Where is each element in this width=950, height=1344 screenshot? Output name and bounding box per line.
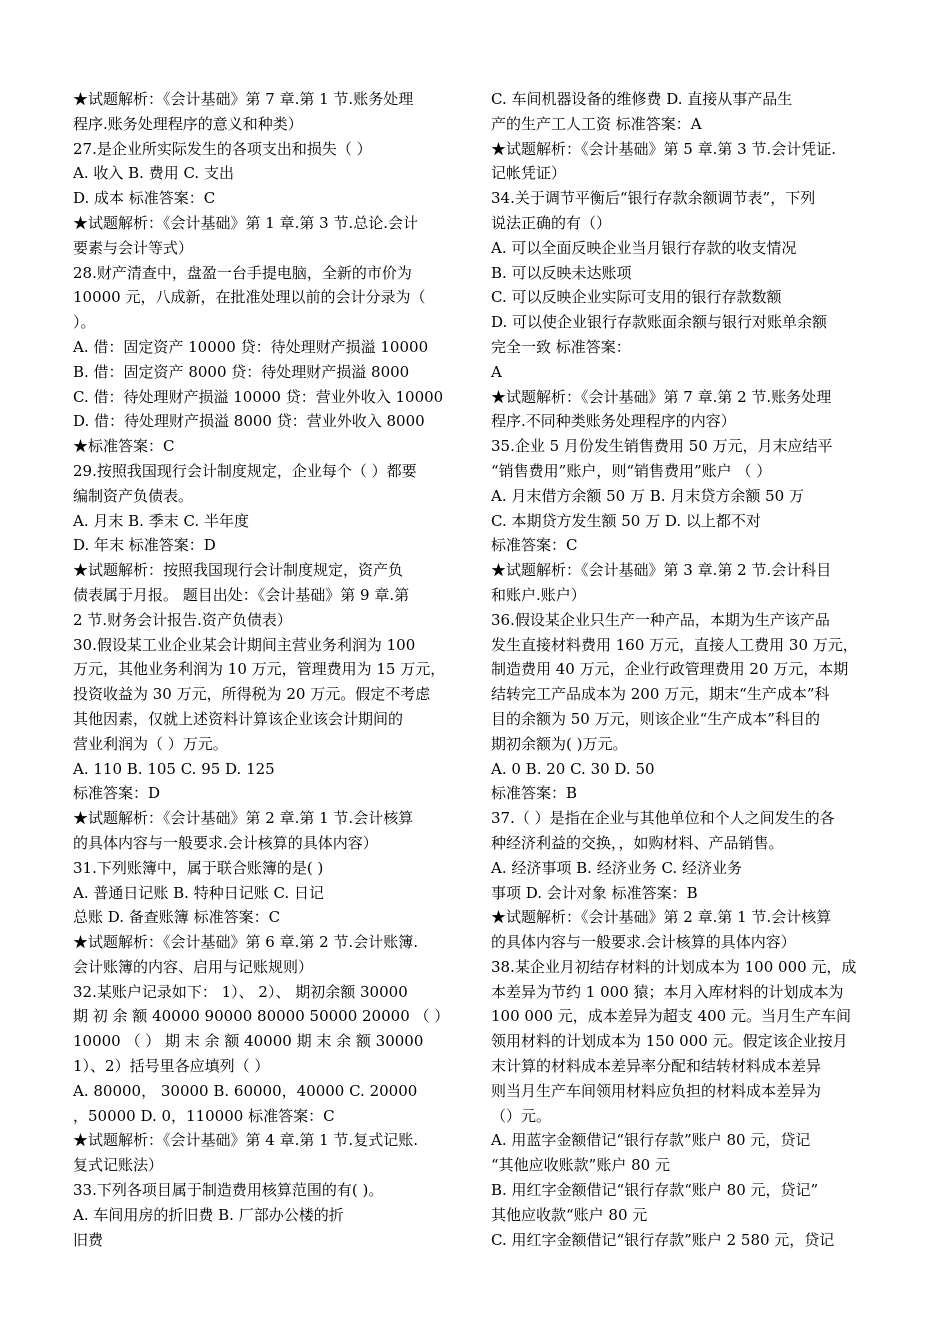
text-line: 要素与会计等式） [73, 238, 194, 257]
text-line: 28.财产清查中，盘盈一台手提电脑，全新的市价为 [73, 263, 412, 282]
text-line: 10000 （ ） 期 末 余 额 40000 期 末 余 额 30000 [73, 1032, 424, 1051]
text-line: 37.（ ）是指在企业与其他单位和个人之间发生的各 [491, 809, 835, 828]
text-line: A. 普通日记账 B. 特种日记账 C. 日记 [73, 883, 324, 902]
text-line: ★试题解析：《会计基础》第 1 章.第 3 节.总论.会计 [73, 213, 418, 232]
text-line: 的具体内容与一般要求.会计核算的具体内容） [491, 933, 796, 952]
text-line: 期初余额为( )万元。 [491, 734, 628, 753]
text-line: D. 成本 标准答案：C [73, 189, 216, 208]
text-line: A. 可以全面反映企业当月银行存款的收支情况 [491, 238, 797, 257]
text-line: C. 借：待处理财产损溢 10000 贷：营业外收入 10000 [73, 387, 444, 406]
text-line: A. 收入 B. 费用 C. 支出 [73, 164, 234, 183]
text-line: A. 借：固定资产 10000 贷：待处理财产损溢 10000 [73, 337, 429, 356]
text-line: A [491, 362, 502, 381]
text-line: ★试题解析：《会计基础》第 7 章.第 1 节.账务处理 [73, 90, 414, 108]
text-line: 总账 D. 备查账簿 标准答案：C [73, 908, 281, 927]
text-line: 则当月生产车间领用材料应负担的材料成本差异为 [491, 1081, 822, 1100]
text-line: B. 借：固定资产 8000 贷：待处理财产损溢 8000 [73, 362, 410, 381]
text-line: 标准答案：B [491, 784, 578, 803]
text-line: D. 借：待处理财产损溢 8000 贷：营业外收入 8000 [73, 412, 425, 431]
text-line: 会计账簿的内容、启用与记账规则） [73, 957, 314, 976]
text-line: 投资收益为 30 万元，所得税为 20 万元。假定不考虑 [73, 685, 431, 704]
text-line: 种经济利益的交换，，如购材料、产品销售。 [491, 833, 784, 852]
text-line: ★试题解析：《会计基础》第 4 章.第 1 节.复式记账. [73, 1131, 418, 1150]
text-line: 本差异为节约 1 000 猿；本月入库材料的计划成本为 [491, 982, 844, 1001]
text-line: B. 用红字金额借记“银行存款“账户 80 元，贷记” [491, 1181, 819, 1200]
text-line: ★试题解析：按照我国现行会计制度规定，资产负 [73, 561, 404, 580]
text-line: 末计算的材料成本差异率分配和结转材料成本差异 [491, 1057, 822, 1076]
right-column [491, 87, 878, 1252]
text-line: ★试题解析：《会计基础》第 3 章.第 2 节.会计科目 [491, 561, 832, 580]
text-line: 产的生产工人工资 标准答案：A [491, 114, 702, 133]
text-line: 程序.账务处理程序的意义和种类） [73, 114, 303, 133]
text-line: 标准答案：D [73, 784, 161, 803]
text-line: 记帐凭证） [491, 164, 567, 183]
text-line: C. 本期贷方发生额 50 万 D. 以上都不对 [491, 511, 761, 530]
text-line: 29.按照我国现行会计制度规定，企业每个（ ）都要 [73, 461, 417, 480]
text-line: A. 月末 B. 季末 C. 半年度 [73, 511, 249, 530]
text-line: 事项 D. 会计对象 标准答案：B [491, 883, 698, 902]
left-column [73, 87, 460, 1252]
text-line: 34.关于调节平衡后“银行存款余额调节表”，下列 [491, 189, 816, 208]
text-line: 27.是企业所实际发生的各项支出和损失（ ） [73, 139, 372, 158]
text-line: 债表属于月报。 题目出处：《会计基础》第 9 章.第 [73, 585, 410, 604]
text-line: D. 可以使企业银行存款账面余额与银行对账单余额 [491, 313, 828, 332]
text-line: 制造费用 40 万元，企业行政管理费用 20 万元，本期 [491, 660, 849, 679]
text-line: 32.某账户记录如下： 1）、 2）、 期初余额 30000 [73, 982, 408, 1001]
text-line: 1）、2）括号里各应填列（ ） [73, 1057, 270, 1076]
text-line: 期 初 余 额 40000 90000 80000 50000 20000 （ ） [73, 1007, 450, 1026]
text-line: 100 000 元，成本差异为超支 400 元。当月生产车间 [491, 1007, 851, 1026]
text-line: ★试题解析：《会计基础》第 2 章.第 1 节.会计核算 [491, 908, 832, 927]
text-line: ★试题解析：《会计基础》第 6 章.第 2 节.会计账簿. [73, 933, 418, 952]
text-line: A. 110 B. 105 C. 95 D. 125 [73, 759, 275, 778]
text-line: “销售费用”账户，则“销售费用”账户 （ ） [491, 461, 772, 480]
text-line: 其他应收款“账户 80 元 [491, 1205, 648, 1224]
text-line: 万元，其他业务利润为 10 万元，管理费用为 15 万元， [73, 660, 446, 679]
text-line: 31.下列账簿中，属于联合账簿的是( ) [73, 858, 324, 877]
text-line: ）。 [73, 313, 96, 332]
text-line: 编制资产负债表。 [73, 486, 194, 505]
text-line: 10000 元，八成新，在批准处理以前的会计分录为（ [73, 288, 426, 307]
text-line: A. 月末借方余额 50 万 B. 月末贷方余额 50 万 [491, 486, 804, 505]
text-line: B. 可以反映未达账项 [491, 263, 632, 282]
text-line: D. 年末 标准答案：D [73, 536, 216, 555]
text-line: A. 用蓝字金额借记“银行存款”账户 80 元，贷记 [491, 1131, 811, 1150]
text-line: 旧费 [73, 1230, 104, 1249]
text-line: 36.假设某企业只生产一种产品，本期为生产该产品 [491, 610, 830, 629]
text-line: ★试题解析：《会计基础》第 5 章.第 3 节.会计凭证. [491, 139, 836, 158]
text-line: （）元。 [491, 1106, 552, 1125]
text-line: A. 80000， 30000 B. 60000，40000 C. 20000 [73, 1081, 418, 1100]
text-line: 说法正确的有（） [491, 213, 612, 232]
text-line: 目的余额为 50 万元，则该企业“生产成本”科目的 [491, 709, 820, 728]
text-line: 的具体内容与一般要求.会计核算的具体内容） [73, 833, 378, 852]
text-line: 2 节.财务会计报告.资产负债表） [73, 610, 292, 629]
text-line: ★试题解析：《会计基础》第 2 章.第 1 节.会计核算 [73, 809, 414, 828]
text-line: “其他应收账款”账户 80 元 [491, 1156, 670, 1175]
text-line: 和账户.账户） [491, 585, 586, 604]
text-line: 30.假设某工业企业某会计期间主营业务利润为 100 [73, 635, 416, 654]
text-line: 程序.不同种类账务处理程序的内容） [491, 412, 736, 431]
text-line: C. 车间机器设备的维修费 D. 直接从事产品生 [491, 90, 793, 108]
text-line: 标准答案：C [491, 536, 578, 555]
text-line: 发生直接材料费用 160 万元，直接人工费用 30 万元， [491, 635, 858, 654]
text-line: 领用材料的计划成本为 150 000 元。假定该企业按月 [491, 1032, 848, 1051]
text-line: 33.下列各项目属于制造费用核算范围的有( )。 [73, 1181, 384, 1200]
text-line: ，50000 D. 0，110000 标准答案：C [73, 1106, 335, 1125]
text-line: 结转完工产品成本为 200 万元，期末“生产成本”科 [491, 685, 830, 704]
text-line: C. 用红字金额借记“银行存款”账户 2 580 元，贷记 [491, 1230, 835, 1249]
text-line: ★标准答案：C [73, 437, 175, 456]
text-line: A. 0 B. 20 C. 30 D. 50 [491, 759, 655, 778]
text-line: A. 经济事项 B. 经济业务 C. 经济业务 [491, 858, 742, 877]
text-line: 其他因素，仅就上述资料计算该企业该会计期间的 [73, 709, 404, 728]
text-line: 复式记账法） [73, 1156, 164, 1175]
text-line: 完全一致 标准答案： [491, 337, 631, 356]
text-line: 35.企业 5 月份发生销售费用 50 万元，月末应结平 [491, 437, 833, 456]
text-line: 38.某企业月初结存材料的计划成本为 100 000 元，成 [491, 957, 857, 976]
text-line: ★试题解析：《会计基础》第 7 章.第 2 节.账务处理 [491, 387, 832, 406]
text-line: A. 车间用房的折旧费 B. 厂部办公楼的折 [73, 1205, 344, 1224]
text-line: 营业利润为（ ）万元。 [73, 734, 228, 753]
text-line: C. 可以反映企业实际可支用的银行存款数额 [491, 288, 782, 307]
